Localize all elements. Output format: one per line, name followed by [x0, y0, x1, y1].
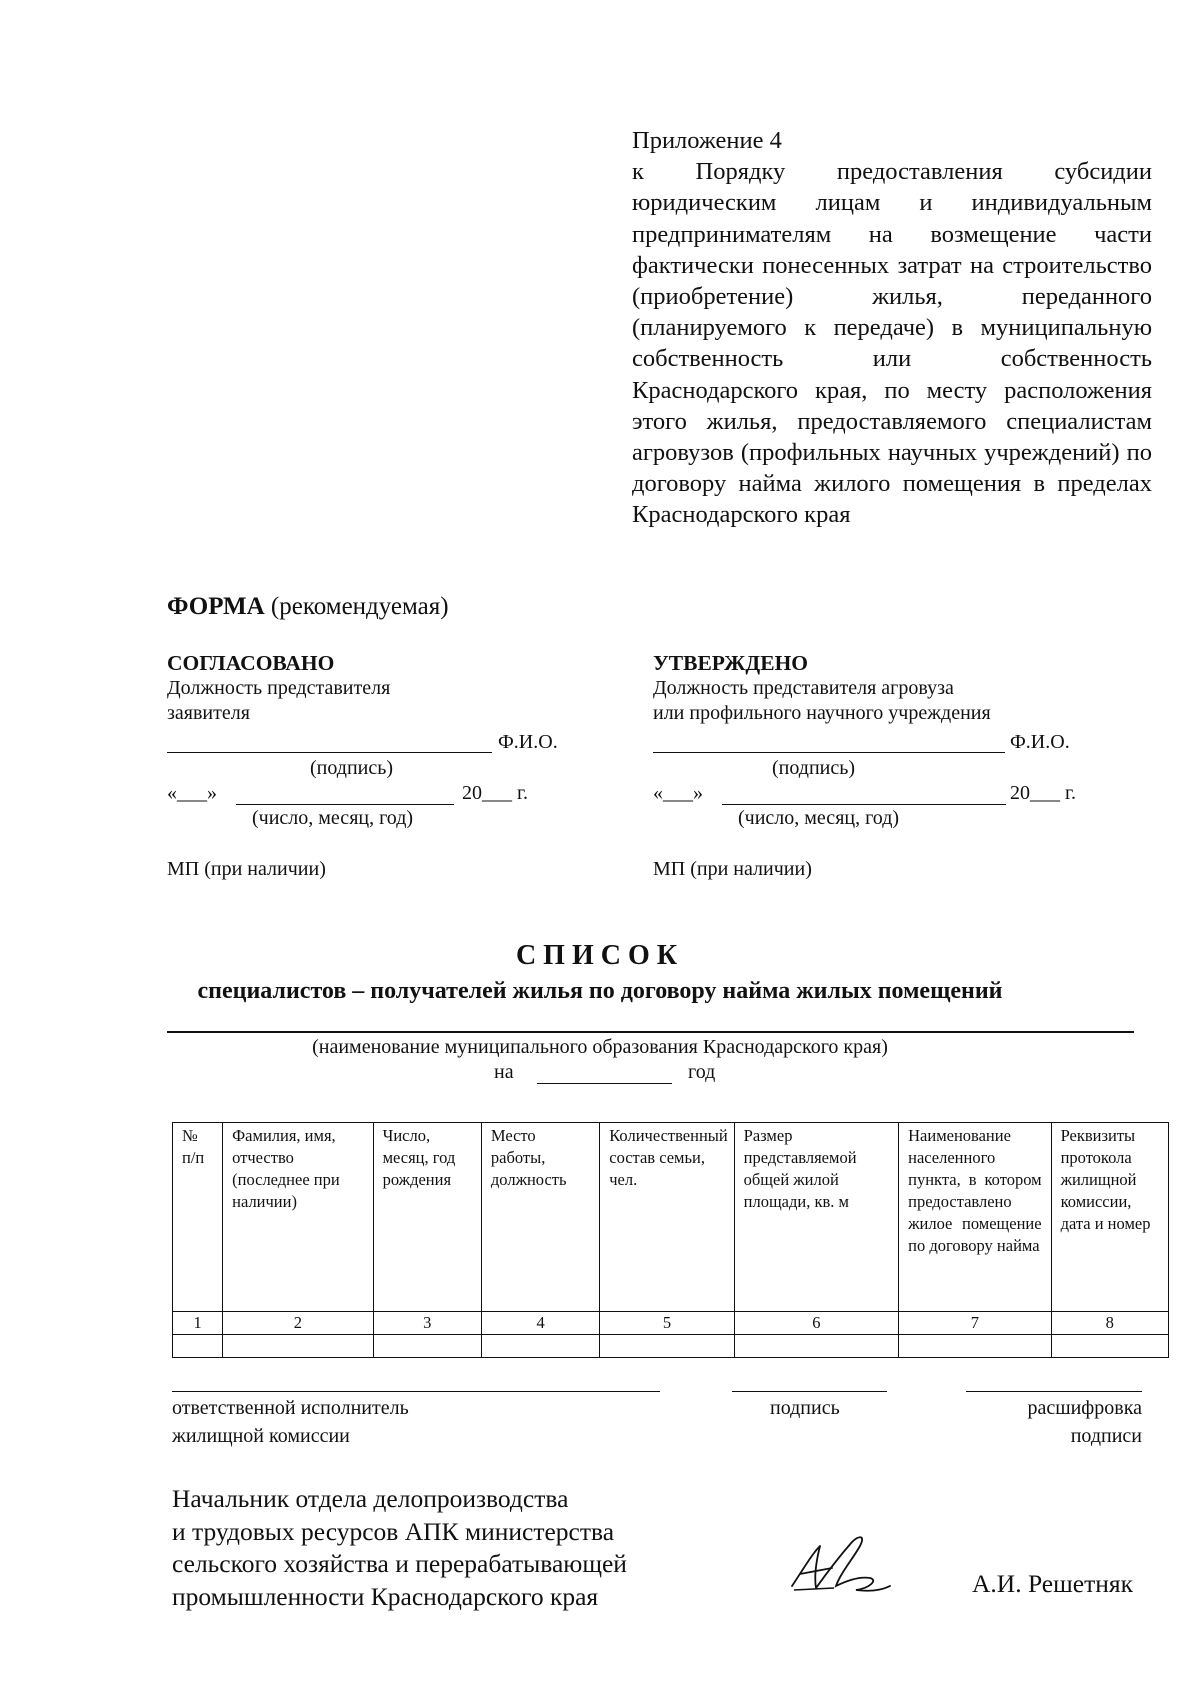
chief-line-2: и трудовых ресурсов АПК министерства: [172, 1516, 615, 1546]
approved-header: УТВЕРЖДЕНО: [653, 651, 809, 675]
appendix-body: к Порядку предоставления субсидии юридическим лицам и индивидуальным предпринимателям на возмещение части фактически понесенных затрат на строительство (приобретение) жилья, переданного (планируемого к передаче) в муниципальную собственность или собственность Краснодарского края, по месту расположения этого жилья, предоставляемого специалистам агровузов (профильных научных учреждений) по договору найма жилого помещения в пределах Краснодарского края: [632, 158, 1152, 529]
appendix-block: [632, 125, 1152, 531]
handwritten-signature: [786, 1528, 894, 1604]
recipients-table: [172, 1122, 1169, 1358]
table-number-cell: 5: [600, 1312, 734, 1335]
responsible-caption: [172, 1394, 409, 1450]
approved-date-caption: (число, месяц, год): [738, 807, 900, 829]
municipality-line: [167, 1031, 1134, 1033]
approved-position-1: Должность представителя агровуза: [653, 677, 954, 699]
agreed-date-quote: «___»: [167, 782, 217, 804]
form-label: [167, 593, 449, 621]
table-header-row: [173, 1123, 1169, 1312]
table-cell: [899, 1335, 1051, 1358]
agreed-signature-line: [167, 752, 492, 753]
list-subtitle: специалистов – получателей жилья по договору найма жилых помещений: [197, 978, 1003, 1004]
table-cell: [373, 1335, 481, 1358]
responsible-line: [172, 1391, 660, 1392]
approved-signature-line: [653, 752, 1005, 753]
approved-header-block: [653, 651, 991, 726]
agreed-signature-caption: (подпись): [310, 757, 394, 779]
form-label-bold: ФОРМА: [167, 593, 265, 620]
agreed-header-block: [167, 651, 390, 726]
approved-year: 20___ г.: [1010, 782, 1076, 804]
table-cell: [600, 1335, 734, 1358]
decoding-line-1: расшифровка: [1027, 1397, 1142, 1419]
table-number-cell: 4: [481, 1312, 599, 1335]
list-title: СПИСОК: [515, 940, 685, 971]
signature-line: [732, 1391, 887, 1392]
chief-position: [172, 1483, 627, 1613]
agreed-date-line: [236, 804, 454, 805]
approved-stamp: МП (при наличии): [653, 858, 812, 880]
agreed-date-caption: (число, месяц, год): [252, 807, 414, 829]
approved-fio: Ф.И.О.: [1010, 731, 1070, 753]
chief-line-1: Начальник отдела делопроизводства: [172, 1484, 569, 1513]
agreed-fio: Ф.И.О.: [498, 731, 558, 753]
municipality-caption: (наименование муниципального образования Краснодарского края): [312, 1036, 888, 1058]
table-number-cell: 3: [373, 1312, 481, 1335]
table-cell: [734, 1335, 898, 1358]
agreed-year: 20___ г.: [462, 782, 528, 804]
year-suffix: год: [688, 1061, 716, 1083]
table-number-cell: 2: [223, 1312, 373, 1335]
table-header-cell: Число, месяц, год рождения: [373, 1123, 481, 1312]
year-line: [537, 1083, 672, 1084]
signature-caption: подпись: [770, 1397, 840, 1419]
agreed-position-2: заявителя: [167, 702, 250, 724]
decoding-caption: [966, 1394, 1142, 1450]
table-header-cell: Размер представляемой общей жилой площади, кв. м: [734, 1123, 898, 1312]
agreed-stamp: МП (при наличии): [167, 858, 326, 880]
decoding-line-2: подписи: [1070, 1425, 1142, 1447]
table-cell: [223, 1335, 373, 1358]
table-number-cell: 8: [1051, 1312, 1168, 1335]
approved-date-quote: «___»: [653, 782, 703, 804]
approved-position-2: или профильного научного учреждения: [653, 702, 991, 724]
responsible-line-1: ответственной исполнитель: [172, 1397, 409, 1419]
table-number-cell: 1: [173, 1312, 223, 1335]
table-header-cell: Место работы, должность: [481, 1123, 599, 1312]
table-header-cell: Реквизиты протокола жилищной комиссии, дата и номер: [1051, 1123, 1168, 1312]
approved-signature-caption: (подпись): [772, 757, 856, 779]
chief-line-3: сельского хозяйства и перерабатывающей: [172, 1549, 627, 1578]
table-cell: [1051, 1335, 1168, 1358]
agreed-header: СОГЛАСОВАНО: [167, 651, 335, 675]
responsible-line-2: жилищной комиссии: [172, 1425, 350, 1447]
form-label-note: (рекомендуемая): [270, 593, 449, 620]
table-header-cell: Фамилия, имя, отчество (последнее при наличии): [223, 1123, 373, 1312]
agreed-position-1: Должность представителя: [167, 677, 391, 699]
approved-date-line: [722, 804, 1006, 805]
decoding-line: [966, 1391, 1142, 1392]
chief-name: А.И. Решетняк: [972, 1569, 1133, 1598]
chief-line-4: промышленности Краснодарского края: [172, 1581, 599, 1611]
table-cell: [481, 1335, 599, 1358]
table-empty-row: [173, 1335, 1169, 1358]
table-header-cell: № п/п: [173, 1123, 223, 1312]
table-number-row: [173, 1312, 1169, 1335]
appendix-title: Приложение 4: [632, 127, 782, 154]
year-prefix: на: [494, 1061, 514, 1083]
table-number-cell: 6: [734, 1312, 898, 1335]
table-number-cell: 7: [899, 1312, 1051, 1335]
table-header-cell: Наименование населенного пункта, в котором предоставлено жилое помещение по договору найма: [899, 1123, 1051, 1312]
table-header-cell: Количественный состав семьи, чел.: [600, 1123, 734, 1312]
table-cell: [173, 1335, 223, 1358]
